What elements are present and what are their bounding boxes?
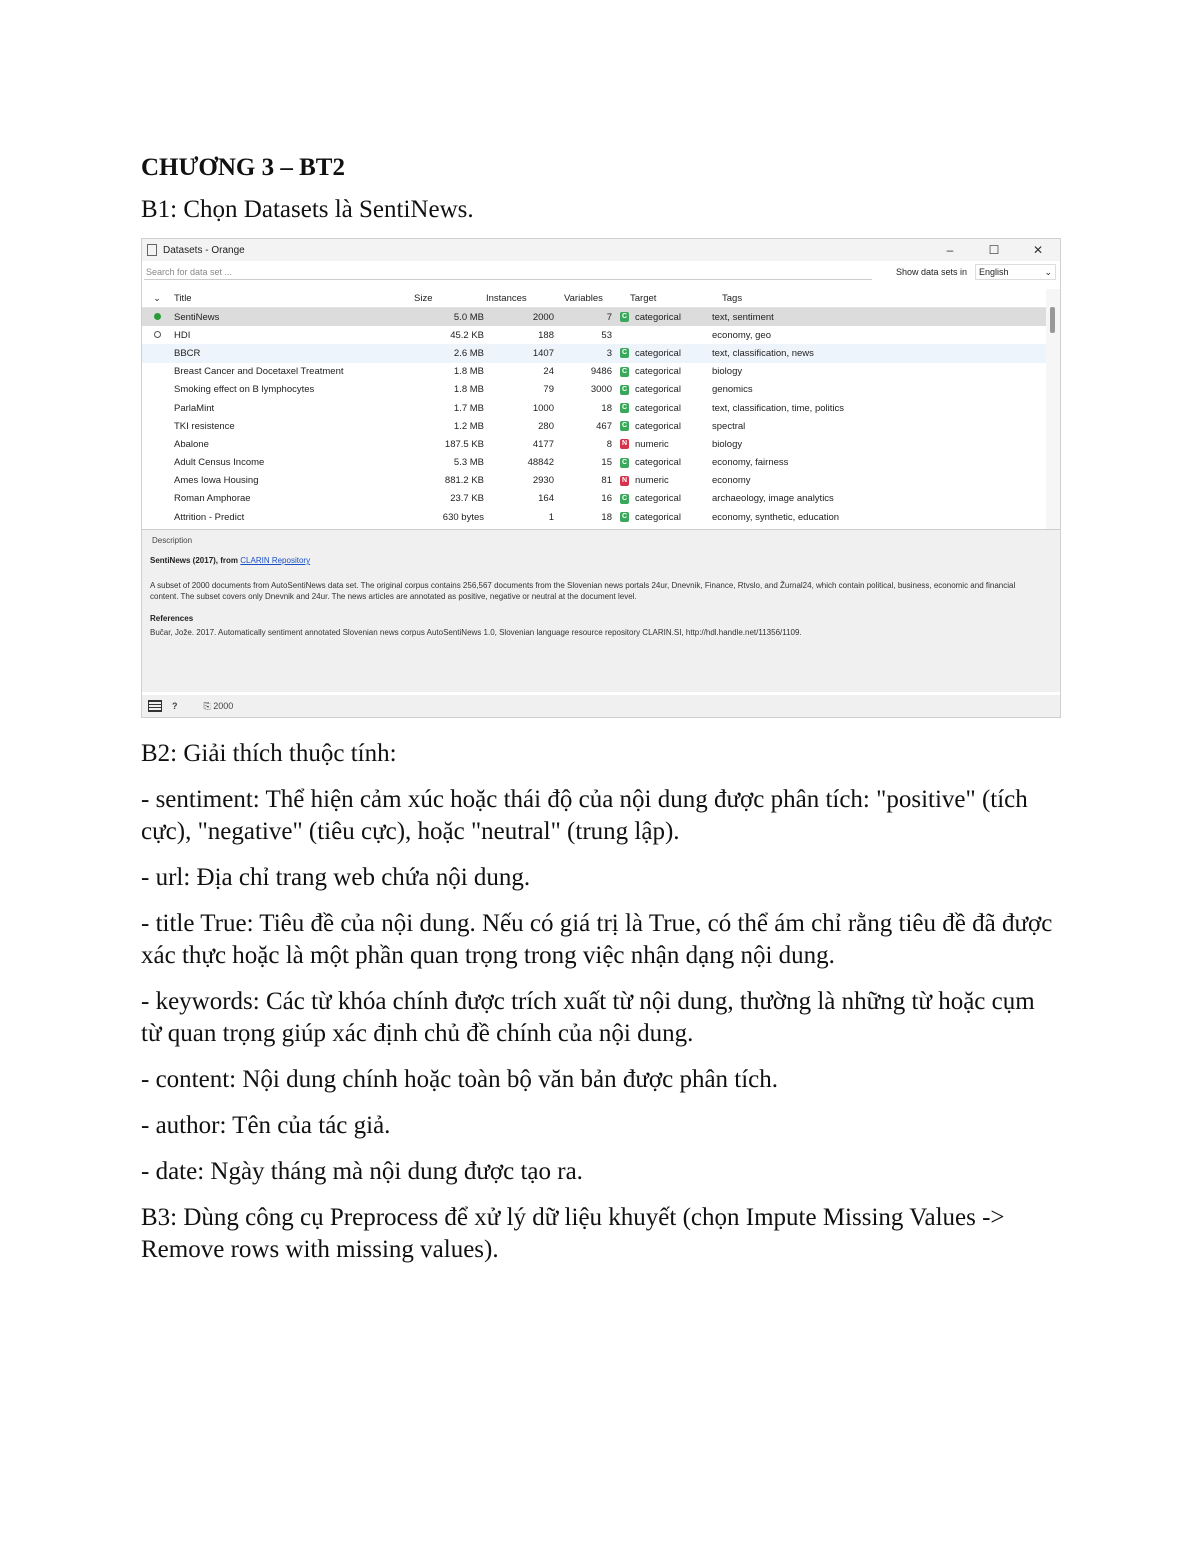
cell-variables: 9486 bbox=[590, 366, 612, 378]
target-type: numeric bbox=[635, 475, 669, 487]
categorical-icon: C bbox=[621, 422, 628, 430]
target-type: numeric bbox=[635, 438, 669, 450]
description-box bbox=[146, 546, 1056, 686]
cell-size: 1.8 MB bbox=[453, 366, 484, 378]
cell-instances: 4177 bbox=[532, 438, 554, 450]
cell-title: SentiNews bbox=[174, 311, 220, 323]
table-row[interactable] bbox=[142, 399, 1046, 417]
cell-tags: biology bbox=[712, 366, 743, 378]
language-value: English bbox=[979, 267, 1009, 277]
cell-instances: 24 bbox=[543, 366, 554, 378]
scrollbar-thumb[interactable] bbox=[1050, 307, 1055, 333]
cell-size: 881.2 KB bbox=[444, 475, 484, 487]
target-type: categorical bbox=[635, 311, 681, 323]
column-header-variables[interactable]: Variables bbox=[564, 292, 603, 304]
cell-title: Abalone bbox=[174, 438, 209, 450]
cell-title: TKI resistence bbox=[174, 420, 235, 432]
sort-chevron-icon[interactable]: ⌄ bbox=[153, 292, 161, 303]
step-b3: B3: Dùng công cụ Preprocess để xử lý dữ liệu khuyết (chọn Impute Missing Values -> Remove rows with missing values). bbox=[141, 1204, 1005, 1263]
cell-target bbox=[612, 512, 706, 523]
cell-size: 5.3 MB bbox=[453, 457, 484, 469]
cell-variables: 3000 bbox=[590, 384, 612, 396]
cell-variables: 15 bbox=[601, 457, 612, 469]
table-scrollbar[interactable] bbox=[1046, 289, 1060, 529]
cell-target bbox=[612, 366, 706, 377]
show-datasets-label: Show data sets in bbox=[895, 267, 967, 277]
cell-title: Ames Iowa Housing bbox=[174, 475, 259, 487]
minimize-button[interactable]: – bbox=[946, 243, 954, 257]
table-row[interactable] bbox=[142, 344, 1046, 362]
target-type: categorical bbox=[635, 493, 681, 505]
cell-instances: 1 bbox=[548, 511, 554, 523]
cell-variables: 467 bbox=[596, 420, 612, 432]
status-cell bbox=[142, 330, 172, 340]
status-cell bbox=[142, 312, 172, 322]
table-row[interactable] bbox=[142, 472, 1046, 490]
attribute-item: - title True: Tiêu đề của nội dung. Nếu có giá trị là True, có thể ám chỉ rằng tiêu đề đã được xác thực hoặc là một phần quan trọng trong việc nhận dạng nội dung. bbox=[141, 910, 1053, 969]
description-title-text: SentiNews (2017), from bbox=[150, 556, 239, 565]
not-downloaded-dot-icon bbox=[154, 331, 161, 338]
cell-tags: spectral bbox=[712, 420, 746, 432]
cell-variables: 3 bbox=[606, 347, 612, 359]
window-title: Datasets - Orange bbox=[163, 244, 245, 256]
cell-target bbox=[612, 403, 706, 414]
cell-title: Breast Cancer and Docetaxel Treatment bbox=[174, 366, 344, 378]
cell-size: 23.7 KB bbox=[450, 493, 484, 505]
column-header-title[interactable]: Title bbox=[174, 292, 192, 304]
cell-tags: economy, fairness bbox=[712, 457, 789, 469]
cell-target bbox=[612, 457, 706, 468]
cell-target bbox=[612, 475, 706, 486]
cell-target bbox=[612, 312, 706, 323]
cell-target bbox=[612, 384, 706, 395]
table-row[interactable] bbox=[142, 435, 1046, 453]
table-row[interactable] bbox=[142, 308, 1046, 326]
cell-tags: economy, synthetic, education bbox=[712, 511, 840, 523]
datasets-window-screenshot bbox=[141, 238, 1061, 718]
table-row[interactable] bbox=[142, 454, 1046, 472]
table-row[interactable] bbox=[142, 381, 1046, 399]
cell-size: 2.6 MB bbox=[453, 347, 484, 359]
attribute-item: - keywords: Các từ khóa chính được trích xuất từ nội dung, thường là những từ hoặc cụm từ quan trọng giúp xác định chủ đề chính của nội dung. bbox=[141, 988, 1035, 1047]
column-header-size[interactable]: Size bbox=[414, 292, 433, 304]
cell-title: Attrition - Predict bbox=[174, 511, 245, 523]
target-type: categorical bbox=[635, 457, 681, 469]
cell-tags: economy bbox=[712, 475, 751, 487]
datasets-table bbox=[142, 289, 1046, 529]
cell-instances: 2930 bbox=[532, 475, 554, 487]
table-row[interactable] bbox=[142, 326, 1046, 344]
description-label: Description bbox=[152, 536, 193, 545]
cell-title: ParlaMint bbox=[174, 402, 215, 414]
numeric-icon: N bbox=[621, 476, 628, 484]
cell-tags: economy, geo bbox=[712, 329, 771, 341]
page-title: CHƯƠNG 3 – BT2 bbox=[141, 154, 345, 181]
description-panel bbox=[142, 529, 1060, 692]
step-b2: B2: Giải thích thuộc tính: bbox=[141, 740, 397, 767]
column-header-tags[interactable]: Tags bbox=[722, 292, 743, 304]
categorical-icon: C bbox=[621, 404, 628, 412]
output-count-value: 2000 bbox=[213, 700, 234, 711]
cell-title: Roman Amphorae bbox=[174, 493, 251, 505]
cell-title: Adult Census Income bbox=[174, 457, 265, 469]
document bbox=[141, 152, 1061, 1280]
cell-size: 1.2 MB bbox=[453, 420, 484, 432]
cell-target bbox=[612, 348, 706, 359]
categorical-icon: C bbox=[621, 385, 628, 393]
cell-tags: archaeology, image analytics bbox=[712, 493, 834, 505]
description-title bbox=[150, 556, 310, 565]
cell-instances: 164 bbox=[538, 493, 554, 505]
cell-tags: biology bbox=[712, 438, 743, 450]
categorical-icon: C bbox=[621, 513, 628, 521]
attribute-item: - date: Ngày tháng mà nội dung được tạo ra. bbox=[141, 1158, 583, 1185]
target-type: categorical bbox=[635, 420, 681, 432]
target-type: categorical bbox=[635, 347, 681, 359]
cell-tags: text, classification, news bbox=[712, 347, 814, 359]
cell-instances: 2000 bbox=[532, 311, 554, 323]
cell-variables: 7 bbox=[606, 311, 612, 323]
search-input[interactable]: Search for data set ... bbox=[144, 265, 872, 280]
cell-variables: 18 bbox=[601, 511, 612, 523]
cell-instances: 1407 bbox=[532, 347, 554, 359]
cell-size: 45.2 KB bbox=[450, 329, 484, 341]
cell-variables: 8 bbox=[606, 438, 612, 450]
cell-variables: 18 bbox=[601, 402, 612, 414]
categorical-icon: C bbox=[621, 458, 628, 466]
window-titlebar bbox=[142, 239, 1060, 261]
attribute-item: - sentiment: Thể hiện cảm xúc hoặc thái độ của nội dung được phân tích: "positive" (tích cực), "negative" (tiêu cực), hoặc "neutral" (trung lập). bbox=[141, 786, 1028, 845]
search-row bbox=[142, 261, 1060, 283]
reference-text: Bučar, Jože. 2017. Automatically sentiment annotated Slovenian news corpus AutoSentiNews 1.0, Slovenian language resource repository CLARIN.SI, http://hdl.handle.net/11356/1109. bbox=[150, 628, 802, 637]
cell-instances: 1000 bbox=[532, 402, 554, 414]
table-body bbox=[142, 308, 1046, 526]
clarin-repository-link[interactable]: CLARIN Repository bbox=[240, 556, 311, 565]
column-header-instances[interactable]: Instances bbox=[486, 292, 527, 304]
target-type: categorical bbox=[635, 402, 681, 414]
cell-size: 630 bytes bbox=[442, 511, 484, 523]
step-b1: B1: Chọn Datasets là SentiNews. bbox=[141, 196, 474, 223]
cell-title: Smoking effect on B lymphocytes bbox=[174, 384, 315, 396]
table-row[interactable] bbox=[142, 508, 1046, 526]
status-bar bbox=[142, 695, 1060, 717]
attribute-item: - content: Nội dung chính hoặc toàn bộ văn bản được phân tích. bbox=[141, 1066, 779, 1093]
numeric-icon: N bbox=[621, 440, 628, 448]
cell-size: 5.0 MB bbox=[453, 311, 484, 323]
table-row[interactable] bbox=[142, 417, 1046, 435]
attribute-list bbox=[141, 784, 1061, 1188]
language-select[interactable] bbox=[975, 264, 1056, 280]
cell-variables: 16 bbox=[601, 493, 612, 505]
column-header-target[interactable]: Target bbox=[630, 292, 657, 304]
target-type: categorical bbox=[635, 384, 681, 396]
help-icon[interactable]: ? bbox=[172, 701, 178, 711]
table-header bbox=[142, 289, 1046, 308]
cell-instances: 48842 bbox=[527, 457, 554, 469]
categorical-icon: C bbox=[621, 494, 628, 502]
cell-title: BBCR bbox=[174, 347, 201, 359]
cell-title: HDI bbox=[174, 329, 191, 341]
cell-instances: 79 bbox=[543, 384, 554, 396]
cell-size: 187.5 KB bbox=[444, 438, 484, 450]
close-button[interactable]: ✕ bbox=[1032, 243, 1044, 257]
table-row[interactable] bbox=[142, 363, 1046, 381]
document-icon bbox=[147, 244, 157, 256]
target-type: categorical bbox=[635, 511, 681, 523]
output-count: ⎘ 2000 bbox=[203, 700, 234, 711]
cell-tags: text, sentiment bbox=[712, 311, 774, 323]
attribute-item: - url: Địa chỉ trang web chứa nội dung. bbox=[141, 864, 531, 891]
categorical-icon: C bbox=[621, 313, 628, 321]
cell-tags: genomics bbox=[712, 384, 753, 396]
categorical-icon: C bbox=[621, 367, 628, 375]
cell-instances: 188 bbox=[538, 329, 554, 341]
target-type: categorical bbox=[635, 366, 681, 378]
cell-target bbox=[612, 493, 706, 504]
cell-variables: 81 bbox=[601, 475, 612, 487]
report-icon[interactable] bbox=[148, 700, 162, 712]
chevron-down-icon: ⌄ bbox=[1044, 267, 1052, 277]
attribute-item: - author: Tên của tác giả. bbox=[141, 1112, 391, 1139]
cell-tags: text, classification, time, politics bbox=[712, 402, 844, 414]
cell-target bbox=[612, 421, 706, 432]
cell-instances: 280 bbox=[538, 420, 554, 432]
description-text: A subset of 2000 documents from AutoSentiNews data set. The original corpus contains 256,567 documents from the Slovenian news portals 24ur, Dnevnik, Finance, Rtvslo, and Žurnal24, which contain political, business, economic and financial content. The subset covers only Dnevnik and 24ur. The news articles are annotated as positive, negative or neutral at the document level. bbox=[150, 581, 1016, 601]
cell-size: 1.7 MB bbox=[453, 402, 484, 414]
categorical-icon: C bbox=[621, 349, 628, 357]
maximize-button[interactable]: ☐ bbox=[988, 243, 1000, 257]
cell-target bbox=[612, 439, 706, 450]
downloaded-dot-icon bbox=[154, 313, 161, 320]
cell-size: 1.8 MB bbox=[453, 384, 484, 396]
cell-variables: 53 bbox=[601, 329, 612, 341]
references-label: References bbox=[150, 614, 194, 623]
table-row[interactable] bbox=[142, 490, 1046, 508]
